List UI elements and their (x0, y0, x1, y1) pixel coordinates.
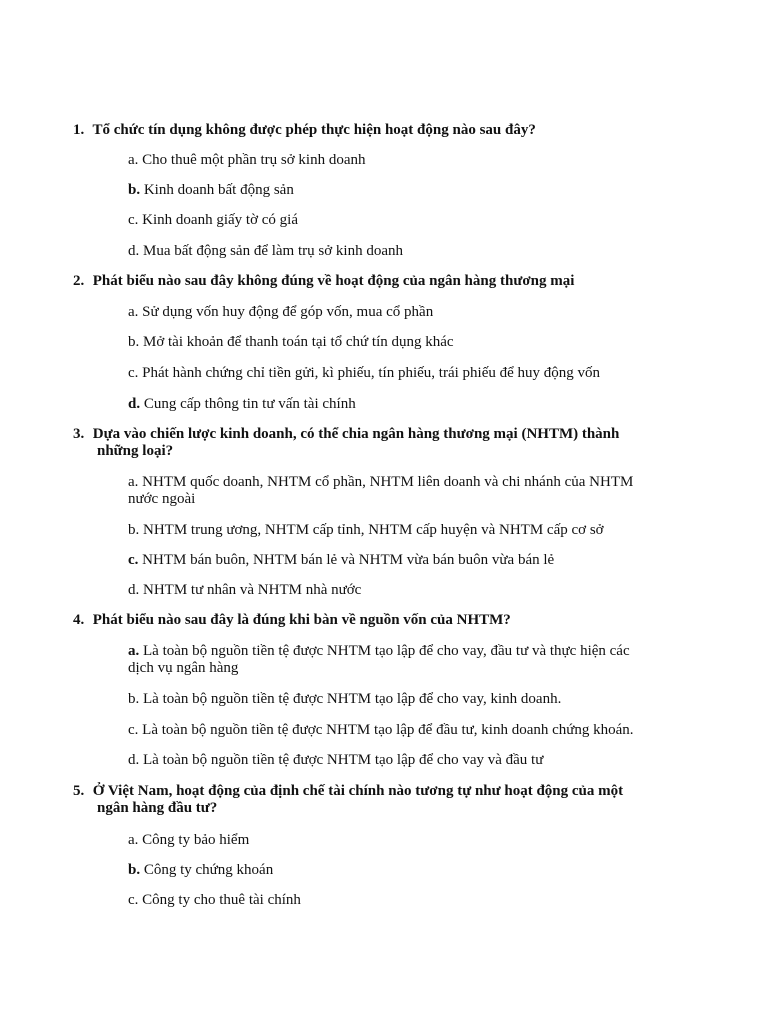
option-letter: c. (128, 892, 139, 908)
question-text-line1: Dựa vào chiến lược kinh doanh, có thể chia ngân hàng thương mại (NHTM) thành (92, 426, 620, 442)
option-text: NHTM bán buôn, NHTM bán lẻ và NHTM vừa bán buôn vừa bán lẻ (142, 552, 555, 568)
question-number: 5. (73, 783, 85, 799)
q1-option-c (128, 212, 708, 229)
option-letter: d. (128, 582, 140, 598)
option-text: Mua bất động sản để làm trụ sở kinh doanh (143, 243, 403, 259)
question-number: 2. (73, 273, 85, 289)
option-text: Cho thuê một phần trụ sở kinh doanh (142, 152, 366, 168)
option-letter: d. (128, 752, 140, 768)
q1-option-b (128, 182, 708, 199)
option-text-line2: dịch vụ ngân hàng (128, 660, 239, 676)
question-1 (73, 122, 703, 139)
option-letter: a. (128, 152, 139, 168)
option-letter: d. (128, 243, 140, 259)
q5-option-c (128, 892, 708, 909)
q5-option-a (128, 832, 708, 849)
option-text: Công ty cho thuê tài chính (142, 892, 301, 908)
option-text: Là toàn bộ nguồn tiền tệ được NHTM tạo lập để đầu tư, kinh doanh chứng khoán. (142, 722, 634, 738)
option-text-line1: NHTM quốc doanh, NHTM cổ phần, NHTM liên doanh và chi nhánh của NHTM (142, 474, 634, 490)
question-text: Tổ chức tín dụng không được phép thực hiện hoạt động nào sau đây? (92, 122, 536, 138)
question-text-line2: những loại? (97, 443, 174, 459)
option-letter: c. (128, 212, 139, 228)
option-text: NHTM trung ương, NHTM cấp tỉnh, NHTM cấp huyện và NHTM cấp cơ sở (143, 522, 604, 538)
option-text-line1: Là toàn bộ nguồn tiền tệ được NHTM tạo lập để cho vay, đầu tư và thực hiện các (143, 643, 630, 659)
q1-option-d (128, 243, 708, 260)
q1-option-a (128, 152, 708, 169)
option-text: Kinh doanh giấy tờ có giá (142, 212, 298, 228)
q4-option-a (128, 643, 708, 677)
option-text: Công ty chứng khoán (143, 862, 274, 878)
question-number: 4. (73, 612, 85, 628)
option-letter: b. (128, 334, 140, 350)
option-text: Kinh doanh bất động sản (143, 182, 294, 198)
option-text: Phát hành chứng chỉ tiền gửi, kì phiếu, tín phiếu, trái phiếu để huy động vốn (142, 365, 601, 381)
question-text-line2: ngân hàng đầu tư? (97, 800, 218, 816)
q3-option-b (128, 522, 708, 539)
option-text: Sử dụng vốn huy động để góp vốn, mua cổ phần (142, 304, 434, 320)
option-text: Công ty bảo hiểm (142, 832, 250, 848)
option-letter: c. (128, 722, 139, 738)
option-letter: c. (128, 552, 139, 568)
question-number: 3. (73, 426, 85, 442)
option-letter: d. (128, 396, 141, 412)
q2-option-c (128, 365, 708, 382)
question-number: 1. (73, 122, 85, 138)
option-text: Là toàn bộ nguồn tiền tệ được NHTM tạo lập để cho vay và đầu tư (143, 752, 544, 768)
option-letter: a. (128, 643, 140, 659)
option-text: Mở tài khoản để thanh toán tại tổ chứ tín dụng khác (143, 334, 454, 350)
option-text: Là toàn bộ nguồn tiền tệ được NHTM tạo lập để cho vay, kinh doanh. (143, 691, 562, 707)
q2-option-a (128, 304, 708, 321)
option-letter: a. (128, 474, 139, 490)
option-letter: b. (128, 691, 140, 707)
q3-option-c (128, 552, 708, 569)
q2-option-d (128, 396, 708, 413)
question-text: Phát biểu nào sau đây không đúng về hoạt động của ngân hàng thương mại (92, 273, 575, 289)
question-3 (73, 426, 703, 460)
question-4 (73, 612, 703, 629)
option-text: NHTM tư nhân và NHTM nhà nước (143, 582, 362, 598)
question-5 (73, 783, 703, 817)
option-text: Cung cấp thông tin tư vấn tài chính (143, 396, 356, 412)
option-letter: a. (128, 304, 139, 320)
q4-option-c (128, 722, 708, 739)
question-text: Phát biểu nào sau đây là đúng khi bàn về nguồn vốn của NHTM? (92, 612, 511, 628)
q5-option-b (128, 862, 708, 879)
option-letter: a. (128, 832, 139, 848)
q4-option-d (128, 752, 708, 769)
q4-option-b (128, 691, 708, 708)
question-text-line1: Ở Việt Nam, hoạt động của định chế tài chính nào tương tự như hoạt động của một (92, 783, 624, 799)
option-letter: b. (128, 522, 140, 538)
option-letter: b. (128, 182, 141, 198)
option-letter: b. (128, 862, 141, 878)
q3-option-a (128, 474, 708, 508)
option-letter: c. (128, 365, 139, 381)
q3-option-d (128, 582, 708, 599)
q2-option-b (128, 334, 708, 351)
question-2 (73, 273, 703, 290)
option-text-line2: nước ngoài (128, 491, 196, 507)
